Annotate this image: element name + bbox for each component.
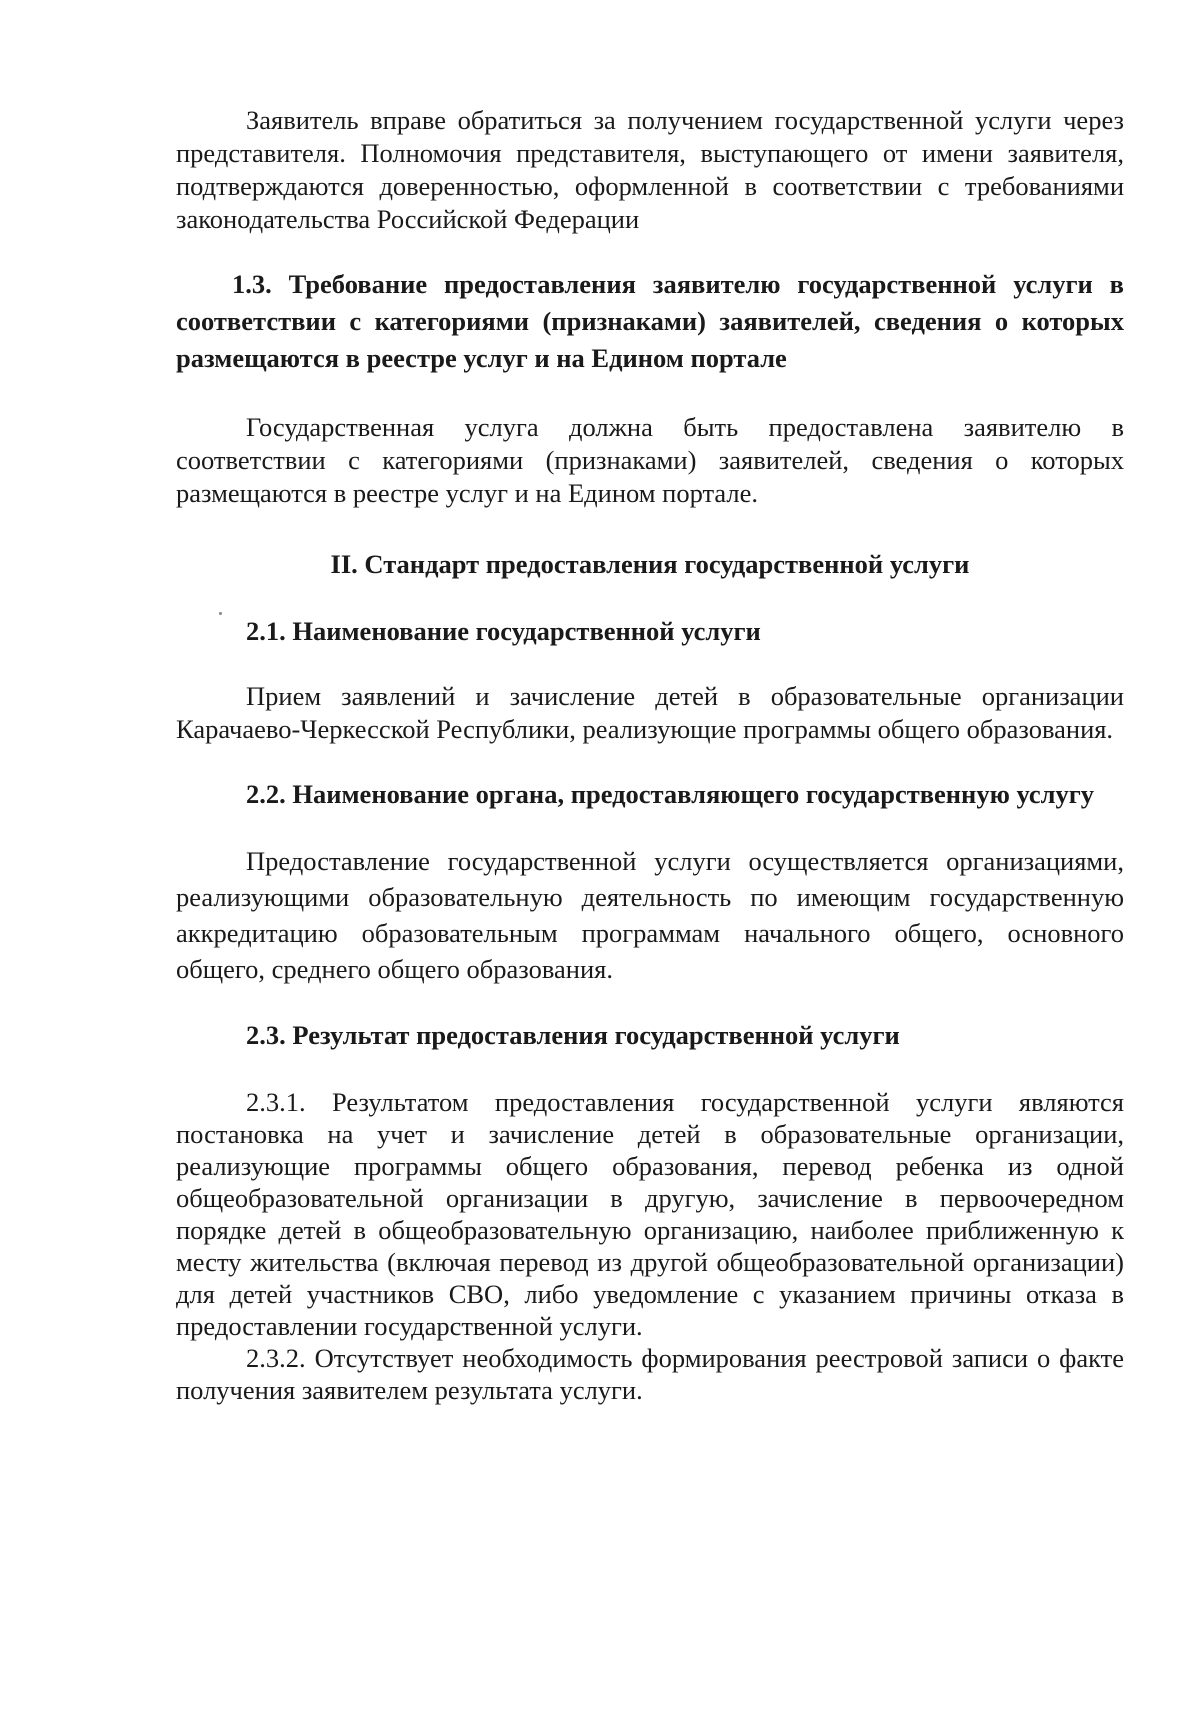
paragraph-2-2: Предоставление государственной услуги осуществляется организациями, реализующими образовательную деятельность по имеющим государственную аккредитацию образовательным программам начального общего, основного общего, среднего общего образования.: [176, 846, 1124, 984]
heading-2-3: 2.3. Результат предоставления государственной услуги: [246, 1020, 900, 1050]
scan-speck: [219, 612, 222, 615]
paragraph-2-3-2: 2.3.2. Отсутствует необходимость формирования реестровой записи о факте получения заявителем результата услуги.: [176, 1343, 1124, 1405]
heading-section-2: II. Стандарт предоставления государственной услуги: [330, 549, 970, 579]
document-page: [176, 104, 1124, 1406]
paragraph-2-3-1: 2.3.1. Результатом предоставления государственной услуги являются постановка на учет и зачисление детей в образовательные организации, реализующие программы общего образования, перевод ребенка из одной общеобразовательной организации в другую, зачисление в первоочередном порядке детей в общеобразовательную организацию, наиболее приближенную к месту жительства (включая перевод из другой общеобразовательной организации) для детей участников СВО, либо уведомление с указанием причины отказа в предоставлении государственной услуги.: [176, 1087, 1124, 1341]
paragraph-representative: Заявитель вправе обратиться за получением государственной услуги через представителя. Полномочия представителя, выступающего от имени заявителя, подтверждаются доверенностью, оформленной в соответствии с требованиями законодательства Российской Федерации: [176, 105, 1124, 234]
heading-1-3: 1.3. Требование предоставления заявителю государственной услуги в соответствии с категориями (признаками) заявителей, сведения о которых размещаются в реестре услуг и на Едином портале: [176, 269, 1124, 373]
heading-2-2: 2.2. Наименование органа, предоставляющего государственную услугу: [246, 779, 1095, 809]
paragraph-2-1: Прием заявлений и зачисление детей в образовательные организации Карачаево-Черкесской Республики, реализующие программы общего образования.: [176, 681, 1124, 744]
paragraph-1-3: Государственная услуга должна быть предоставлена заявителю в соответствии с категориями (признаками) заявителей, сведения о которых размещаются в реестре услуг и на Едином портале.: [176, 412, 1124, 508]
heading-2-1: 2.1. Наименование государственной услуги: [246, 616, 761, 646]
